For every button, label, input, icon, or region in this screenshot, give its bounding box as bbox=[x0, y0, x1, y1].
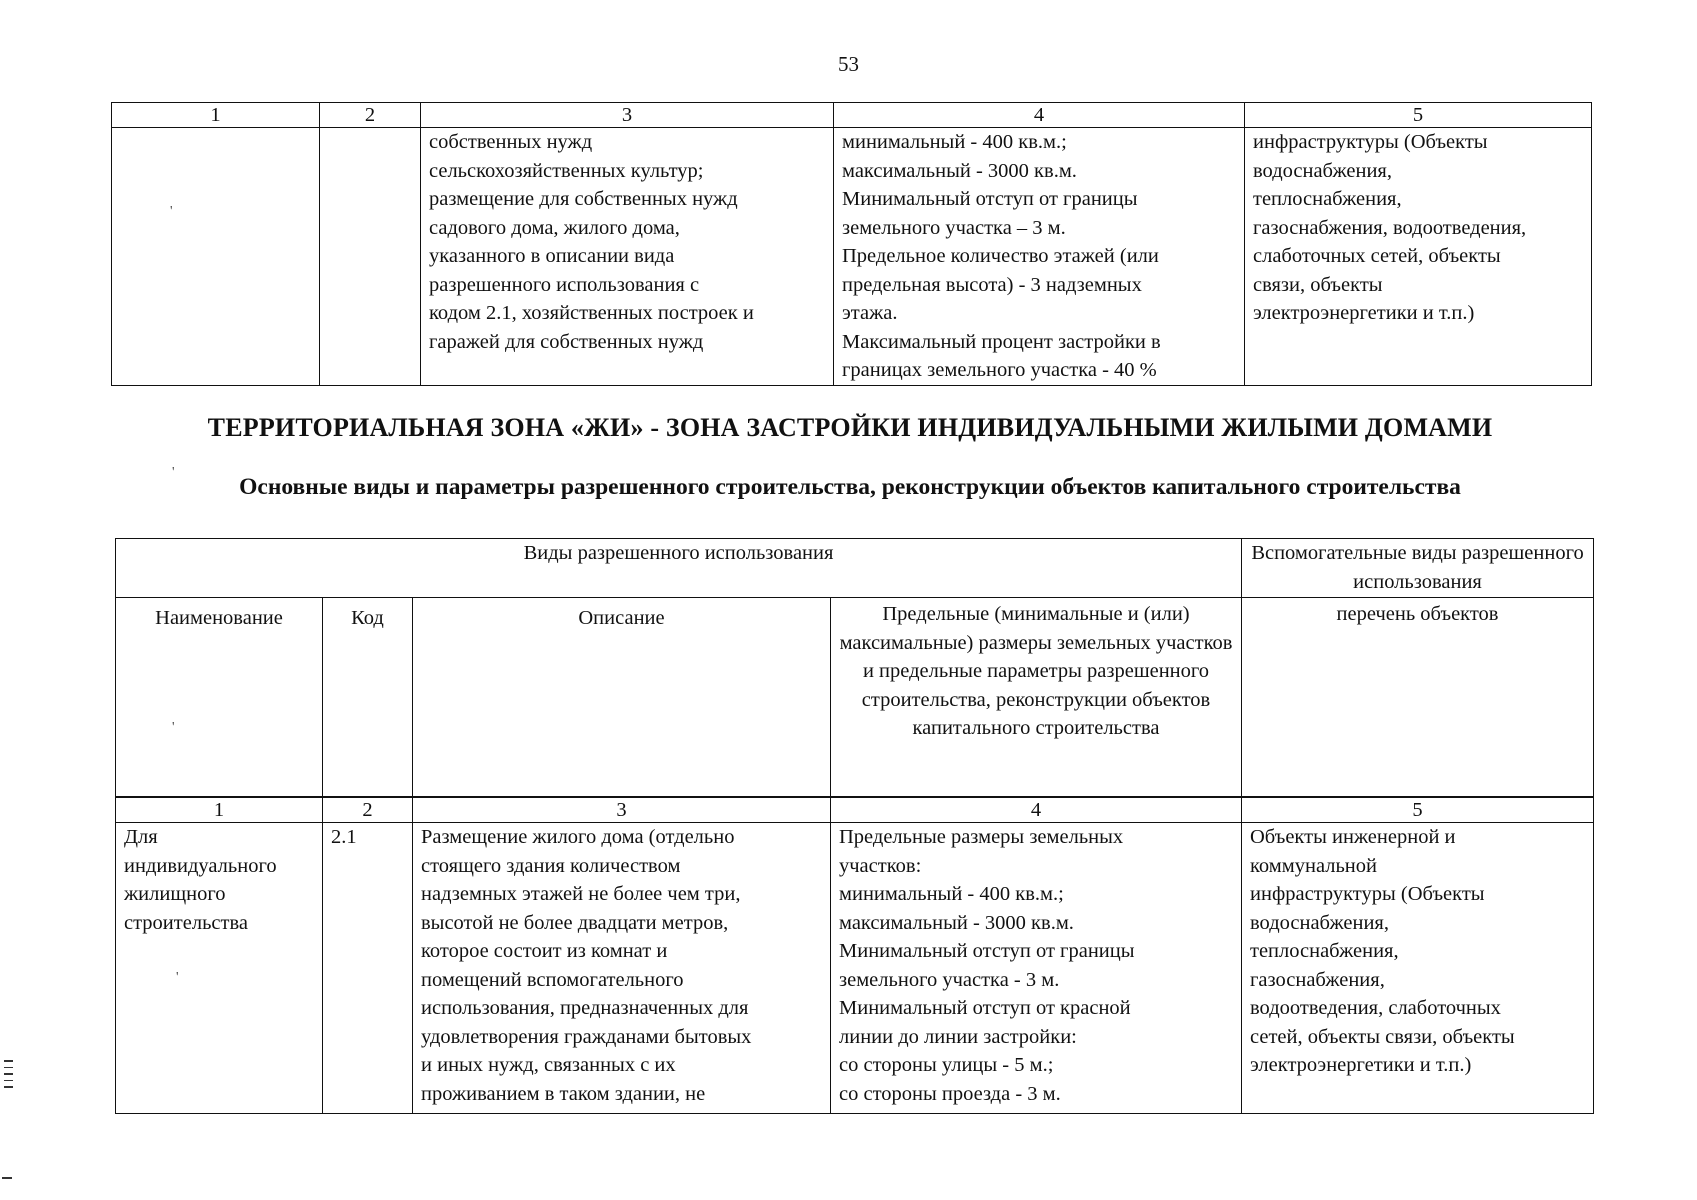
objects-cell: Объекты инженерной и коммунальной инфраструктуры (Объекты водоснабжения, теплоснабжения, газоснабжения, водоотведения, слаботочных сетей, объекты связи, объекты электроэнергетики и т.п.) bbox=[1242, 823, 1594, 1114]
code-cell: 2.1 bbox=[323, 823, 413, 1114]
column-number: 2 bbox=[320, 103, 421, 128]
column-number: 2 bbox=[323, 798, 413, 823]
column-number-row bbox=[116, 798, 1594, 823]
objects-cell: инфраструктуры (Объекты водоснабжения, теплоснабжения, газоснабжения, водоотведения, слаботочных сетей, объекты связи, объекты электроэнергетики и т.п.) bbox=[1245, 128, 1592, 386]
limits-cell: Предельные размеры земельных участков: минимальный - 400 кв.м.; максимальный - 3000 кв.м. Минимальный отступ от границы земельного участка - 3 м. Минимальный отступ от красной линии до линии застройки: со стороны улицы - 5 м.; со стороны проезда - 3 м. bbox=[831, 823, 1242, 1114]
table-row bbox=[112, 128, 1592, 386]
limits-column-header: Предельные (минимальные и (или) максимальные) размеры земельных участков и предельные параметры разрешенного строительства, реконструкции объектов капитального строительства bbox=[831, 598, 1242, 797]
auxiliary-use-group-header: Вспомогательные виды разрешенного использования bbox=[1242, 539, 1594, 598]
column-number: 3 bbox=[421, 103, 834, 128]
description-cell: собственных нужд сельскохозяйственных культур; размещение для собственных нужд садового дома, жилого дома, указанного в описании вида разрешенного использования с кодом 2.1, хозяйственных построек и гаражей для собственных нужд bbox=[421, 128, 834, 386]
group-header-row bbox=[116, 539, 1594, 598]
page-number: 53 bbox=[838, 52, 859, 76]
limits-cell: минимальный - 400 кв.м.; максимальный - 3000 кв.м. Минимальный отступ от границы земельного участка – 3 м. Предельное количество этажей (или предельная высота) - 3 надземных этажа. Максимальный процент застройки в границах земельного участка - 40 % bbox=[834, 128, 1245, 386]
continuation-table bbox=[111, 102, 1592, 386]
column-number: 5 bbox=[1245, 103, 1592, 128]
description-column-header: Описание bbox=[413, 598, 831, 797]
scan-speck: ' bbox=[172, 465, 175, 480]
column-number: 1 bbox=[112, 103, 320, 128]
description-cell: Размещение жилого дома (отдельно стоящего здания количеством надземных этажей не более чем три, высотой не более двадцати метров, которое состоит из комнат и помещений вспомогательного использования, предназначенных для удовлетворения гражданами бытовых и иных нужд, связанных с их проживанием в таком здании, не bbox=[413, 823, 831, 1114]
name-column-header: Наименование bbox=[116, 598, 323, 797]
scan-speck: ' bbox=[176, 970, 179, 985]
column-number: 4 bbox=[834, 103, 1245, 128]
column-header-row bbox=[116, 598, 1594, 797]
scan-edge-mark bbox=[2, 1177, 12, 1179]
column-number-row bbox=[112, 103, 1592, 128]
objects-column-header: перечень объектов bbox=[1242, 598, 1594, 797]
section-title: Основные виды и параметры разрешенного строительства, реконструкции объектов капитального строительства bbox=[239, 474, 1461, 500]
permitted-use-table bbox=[115, 797, 1594, 1114]
code-cell bbox=[320, 128, 421, 386]
scan-edge-marks bbox=[4, 1060, 13, 1093]
column-number: 5 bbox=[1242, 798, 1594, 823]
permitted-use-group-header: Виды разрешенного использования bbox=[116, 539, 1242, 598]
column-number: 3 bbox=[413, 798, 831, 823]
name-cell: Для индивидуального жилищного строительства bbox=[116, 823, 323, 1114]
header-table bbox=[115, 538, 1594, 797]
table-row bbox=[116, 823, 1594, 1114]
code-column-header: Код bbox=[323, 598, 413, 797]
column-number: 1 bbox=[116, 798, 323, 823]
scan-speck: ' bbox=[170, 204, 173, 219]
scan-speck: ' bbox=[172, 720, 175, 735]
column-number: 4 bbox=[831, 798, 1242, 823]
name-cell bbox=[112, 128, 320, 386]
zone-title: ТЕРРИТОРИАЛЬНАЯ ЗОНА «ЖИ» - ЗОНА ЗАСТРОЙКИ ИНДИВИДУАЛЬНЫМИ ЖИЛЫМИ ДОМАМИ bbox=[207, 413, 1493, 442]
